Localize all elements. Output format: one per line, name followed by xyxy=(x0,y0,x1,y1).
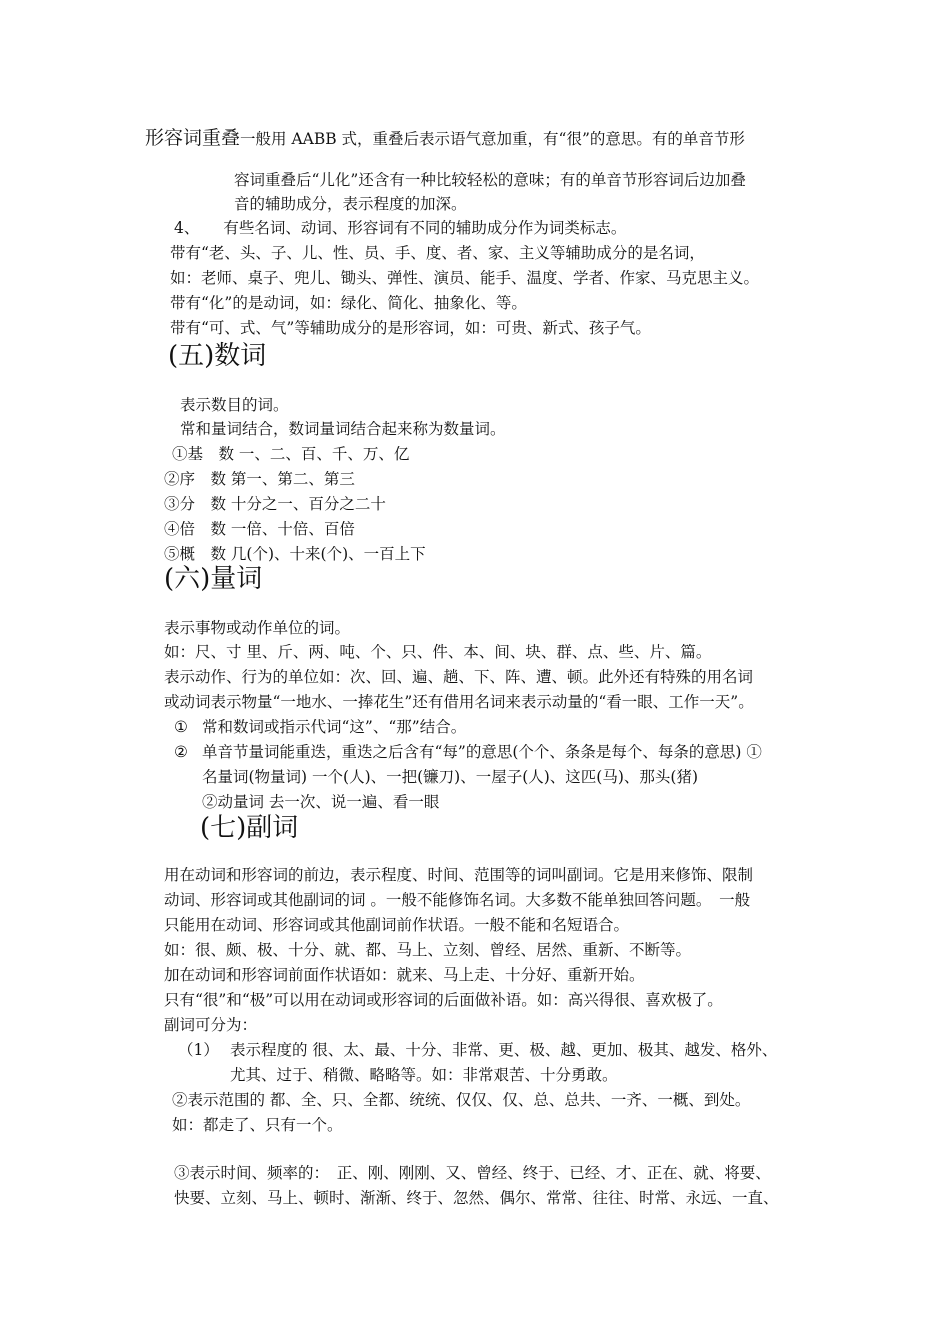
adverbs-category-2-line-2: 如：都走了、只有一个。 xyxy=(172,1116,343,1134)
adverbs-para-1: 用在动词和形容词的前边，表示程度、时间、范围等的词叫副词。它是用来修饰、限制 xyxy=(164,866,754,884)
item4-line-4: 带有“可、式、气”等辅助成分的是形容词，如：可贵、新式、孩子气。 xyxy=(170,319,651,337)
classifiers-heading: (六)量词 xyxy=(164,564,263,594)
classifiers-definition: 表示事物或动作单位的词。 xyxy=(164,619,351,637)
item4-header xyxy=(174,218,626,238)
numerals-heading: (五)数词 xyxy=(168,341,267,371)
classifiers-point-2-number: ② xyxy=(174,743,188,761)
item4-text: 有些名词、动词、形容词有不同的辅助成分作为词类标志。 xyxy=(223,219,627,237)
classifiers-point-2-line-2: 名量词(物量词) 一个(人)、一把(镰刀)、一屋子(人)、这匹(马)、那头(猪) xyxy=(202,768,698,786)
adverbs-category-1-line-1: 表示程度的 很、太、最、十分、非常、更、极、越、更加、极其、越发、格外、 xyxy=(230,1041,778,1059)
adverbs-heading: (七)副词 xyxy=(200,813,299,843)
intro-line-3: 音的辅助成分，表示程度的加深。 xyxy=(234,195,467,213)
adverbs-para-7: 副词可分为： xyxy=(164,1016,258,1034)
numeral-item-fraction: ③分 数 十分之一、百分之二十 xyxy=(164,495,386,513)
classifiers-point-2-line-1: 单音节量词能重迭，重迭之后含有“每”的意思(个个、条条是每个、每条的意思) ① xyxy=(202,743,762,761)
adverbs-para-2: 动词、形容词或其他副词的词 。一般不能修饰名词。大多数不能单独回答问题。 一般 xyxy=(164,891,751,909)
item4-line-3: 带有“化”的是动词，如：绿化、简化、抽象化、等。 xyxy=(170,294,527,312)
numeral-item-multiple: ④倍 数 一倍、十倍、百倍 xyxy=(164,520,355,538)
item4-number: 4、 xyxy=(174,219,200,237)
adverbs-para-5: 加在动词和形容词前面作状语如：就来、马上走、十分好、重新开始。 xyxy=(164,966,645,984)
adverbs-para-6: 只有“很”和“极”可以用在动词或形容词的后面做补语。如：高兴得很、喜欢极了。 xyxy=(164,991,723,1009)
classifiers-point-2-line-3: ②动量词 去一次、说一遍、看一眼 xyxy=(202,793,440,811)
numerals-definition: 表示数目的词。 xyxy=(180,396,289,414)
numeral-item-approximate: ⑤概 数 几(个)、十来(个)、一百上下 xyxy=(164,545,426,563)
adverbs-category-1-line-2: 尤其、过于、稍微、略略等。如：非常艰苦、十分勇敢。 xyxy=(230,1066,618,1084)
adverbs-category-2-line-1: ②表示范围的 都、全、只、全都、统统、仅仅、仅、总、总共、一齐、一概、到处。 xyxy=(172,1091,751,1109)
classifiers-example-1: 如：尺、寸 里、斤、两、吨、个、只、件、本、间、块、群、点、些、片、篇。 xyxy=(164,643,712,661)
numerals-combination: 常和量词结合，数词量词结合起来称为数量词。 xyxy=(180,420,506,438)
intro-line-1-text: 一般用 AABB 式，重叠后表示语气意加重，有“很”的意思。有的单音节形 xyxy=(240,130,745,148)
adverbs-category-3-line-2: 快要、立刻、马上、顿时、渐渐、终于、忽然、偶尔、常常、往往、时常、永远、一直、 xyxy=(174,1189,779,1207)
intro-line-2: 容词重叠后“儿化”还含有一种比较轻松的意味；有的单音节形容词后边加叠 xyxy=(234,171,746,189)
adverbs-category-1-number: （1） xyxy=(178,1041,219,1059)
numeral-item-cardinal: ①基 数 一、二、百、千、万、亿 xyxy=(172,445,410,463)
adverbs-category-3-line-1: ③表示时间、频率的： 正、刚、刚刚、又、曾经、终于、已经、才、正在、就、将要、 xyxy=(174,1164,771,1182)
intro-line-1 xyxy=(145,128,745,149)
classifiers-example-2: 表示动作、行为的单位如：次、回、遍、趟、下、阵、遭、顿。此外还有特殊的用名词 xyxy=(164,668,754,686)
numeral-item-ordinal: ②序 数 第一、第二、第三 xyxy=(164,470,355,488)
classifiers-point-1-number: ① xyxy=(174,718,188,736)
adverbs-para-4: 如：很、颇、极、十分、就、都、马上、立刻、曾经、居然、重新、不断等。 xyxy=(164,941,692,959)
classifiers-point-1: 常和数词或指示代词“这”、“那”结合。 xyxy=(202,718,467,736)
classifiers-example-3: 或动词表示物量“一地水、一捧花生”还有借用名词来表示动量的“看一眼、工作一天”。 xyxy=(164,693,754,711)
item4-line-2: 如：老师、桌子、兜儿、锄头、弹性、演员、能手、温度、学者、作家、马克思主义。 xyxy=(170,269,760,287)
item4-line-1: 带有“老、头、子、儿、性、员、手、度、者、家、主义等辅助成分的是名词， xyxy=(170,244,705,262)
adverbs-para-3: 只能用在动词、形容词或其他副词前作状语。一般不能和名短语合。 xyxy=(164,916,630,934)
intro-lead: 形容词重叠 xyxy=(145,127,241,149)
